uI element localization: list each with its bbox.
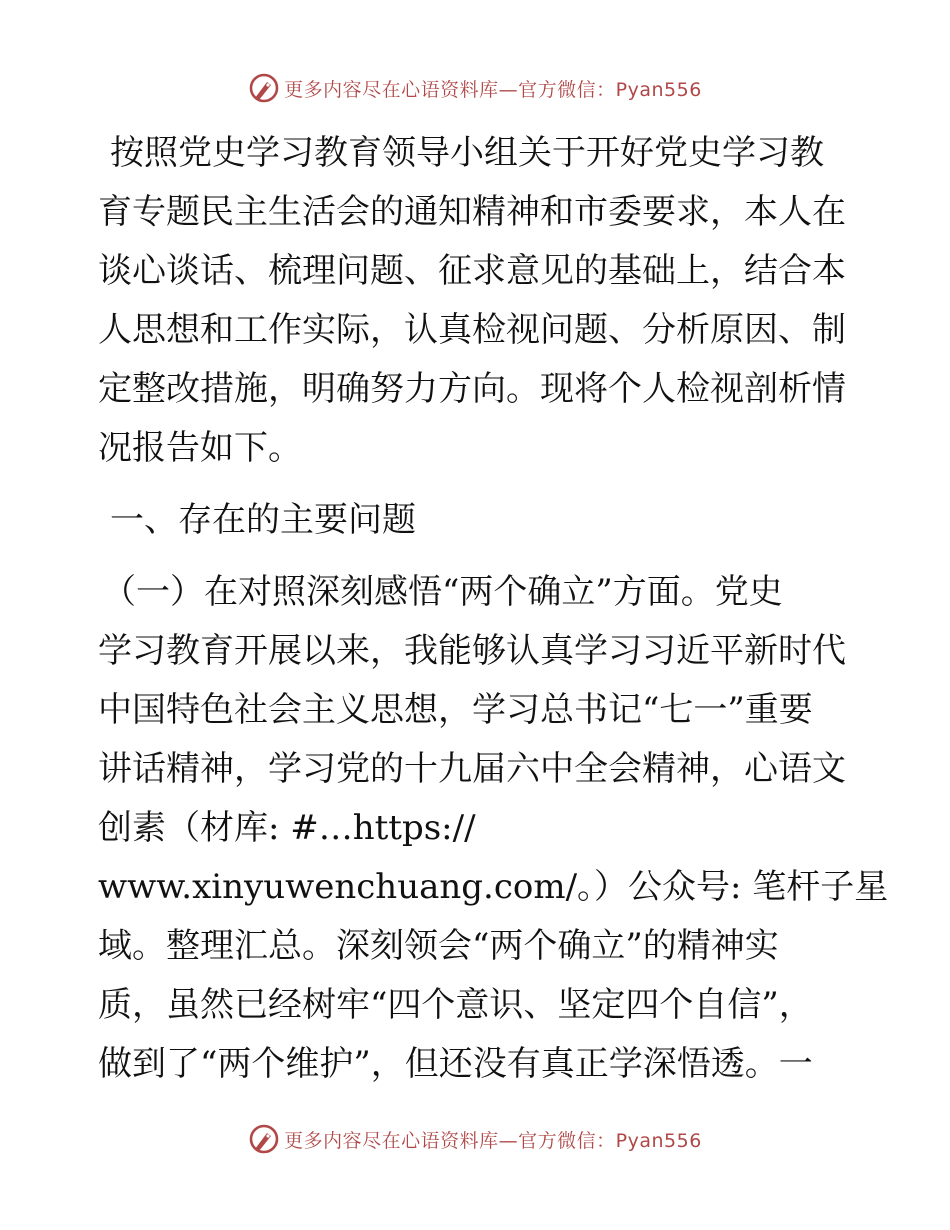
text-line: www.xinyuwenchuang.com/。）公众号: 笔杆子星	[98, 867, 889, 907]
text-line: 谈心谈话、梳理问题、征求意见的基础上，结合本	[98, 251, 846, 291]
text-line: 育专题民主生活会的通知精神和市委要求，本人在	[98, 192, 846, 232]
section-heading	[98, 491, 858, 550]
text-line: （一）在对照深刻感悟“两个确立”方面。党史	[102, 572, 783, 612]
header-watermark	[0, 72, 950, 104]
text-line: 按照党史学习教育领导小组关于开好党史学习教	[110, 133, 824, 173]
footer-watermark	[0, 1123, 950, 1155]
pen-nib-circle-icon	[248, 1123, 280, 1155]
heading-line: 一、存在的主要问题	[110, 500, 416, 540]
text-line: 创素（材库: #…https://	[98, 808, 476, 848]
text-line: 学习教育开展以来，我能够认真学习习近平新时代	[98, 631, 846, 671]
document-body	[98, 124, 889, 1094]
pen-nib-circle-icon	[248, 72, 280, 104]
watermark-text: 更多内容尽在心语资料库—官方微信：Pyan556	[284, 78, 702, 101]
paragraph-section-1	[98, 563, 889, 1094]
paragraph-intro	[98, 124, 858, 478]
text-line: 人思想和工作实际，认真检视问题、分析原因、制	[98, 310, 846, 350]
text-line: 域。整理汇总。深刻领会“两个确立”的精神实	[98, 926, 779, 966]
text-line: 定整改措施，明确努力方向。现将个人检视剖析情	[98, 369, 846, 409]
text-line: 讲话精神，学习党的十九届六中全会精神，心语文	[98, 749, 846, 789]
text-line: 质，虽然已经树牢“四个意识、坚定四个自信”，	[98, 985, 813, 1025]
text-line: 况报告如下。	[98, 428, 302, 468]
text-line: 做到了“两个维护”，但还没有真正学深悟透。一	[98, 1044, 813, 1084]
watermark-text: 更多内容尽在心语资料库—官方微信：Pyan556	[284, 1129, 702, 1152]
text-line: 中国特色社会主义思想，学习总书记“七一”重要	[98, 690, 813, 730]
